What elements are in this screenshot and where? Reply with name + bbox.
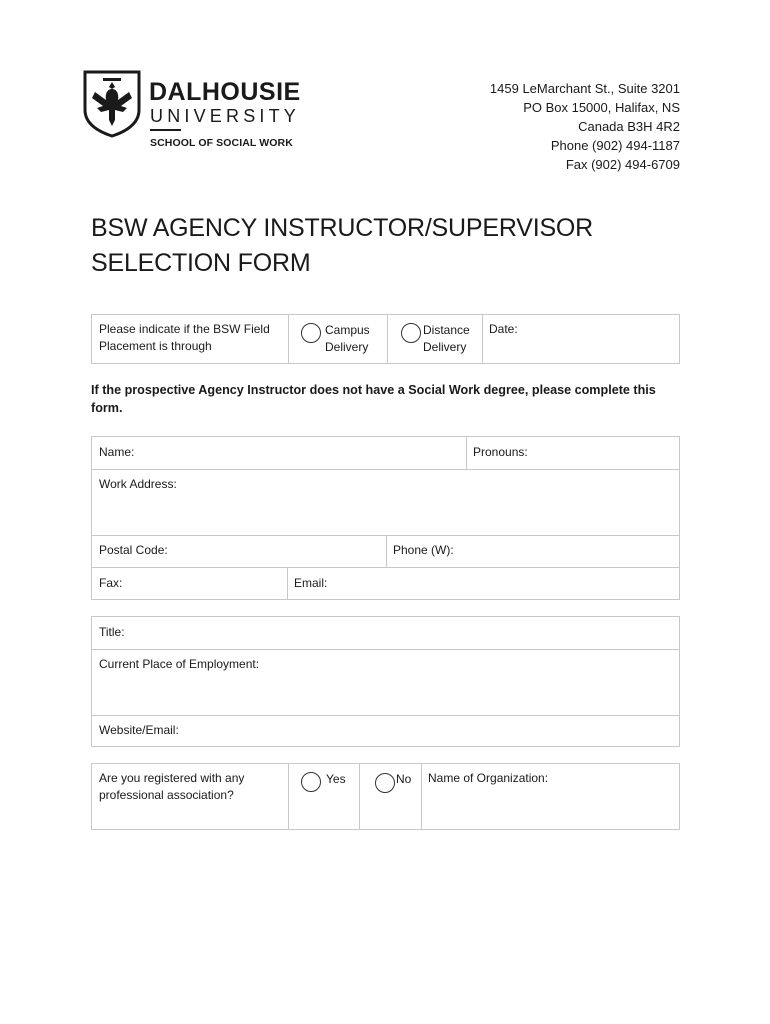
date-field[interactable] (482, 315, 680, 363)
pronouns-label: Pronouns: (473, 445, 528, 459)
postal-code-field[interactable] (92, 536, 386, 567)
name-label: Name: (99, 445, 135, 459)
phone-field[interactable] (386, 536, 679, 567)
organization-name-field[interactable] (421, 764, 679, 829)
dalhousie-logo (83, 70, 323, 150)
fax-line: Fax (902) 494-6709 (565, 157, 680, 172)
email-label: Email: (294, 576, 328, 590)
association-no-label: No (396, 772, 412, 786)
form-title (91, 211, 593, 281)
distance-delivery-label: Distance Delivery (423, 323, 470, 354)
title-field[interactable] (92, 618, 679, 649)
website-email-label: Website/Email: (99, 723, 179, 737)
school-address (490, 79, 680, 174)
address-line: Canada B3H 4R2 (578, 119, 680, 134)
address-line: PO Box 15000, Halifax, NS (523, 100, 680, 115)
placement-question: Please indicate if the BSW Field Placement is through (99, 322, 270, 353)
fax-field[interactable] (92, 569, 287, 599)
title-line: BSW AGENCY INSTRUCTOR/SUPERVISOR (91, 214, 594, 242)
work-address-field[interactable] (92, 470, 679, 535)
association-yes-label: Yes (326, 772, 346, 786)
logo-university: UNIVERSITY (150, 106, 301, 126)
employment-place-field[interactable] (92, 650, 679, 715)
phone-label: Phone (W): (393, 543, 454, 557)
name-field[interactable] (92, 438, 466, 469)
website-email-field[interactable] (92, 716, 679, 746)
employment-table (91, 616, 680, 747)
contact-table (91, 436, 680, 600)
campus-delivery-radio[interactable] (301, 323, 321, 343)
logo-name: DALHOUSIE (149, 78, 301, 106)
phone-line: Phone (902) 494-1187 (550, 138, 680, 153)
placement-table (91, 314, 680, 364)
work-address-label: Work Address: (99, 477, 177, 491)
instruction-note: If the prospective Agency Instructor does not have a Social Work degree, please complete this form. (91, 383, 656, 415)
association-yes-radio[interactable] (301, 772, 321, 792)
address-line: 1459 LeMarchant St., Suite 3201 (489, 81, 680, 96)
employment-place-label: Current Place of Employment: (99, 657, 260, 671)
association-table (91, 763, 680, 830)
fax-label: Fax: (99, 576, 123, 590)
title-label: Title: (99, 625, 125, 639)
date-label: Date: (489, 322, 518, 336)
association-question: Are you registered with any professional association? (99, 771, 245, 802)
association-no-radio[interactable] (375, 773, 395, 793)
shield-crest-icon (83, 70, 141, 138)
distance-delivery-radio[interactable] (401, 323, 421, 343)
pronouns-field[interactable] (466, 438, 680, 469)
title-line: SELECTION FORM (91, 249, 311, 277)
organization-name-label: Name of Organization: (428, 771, 549, 785)
postal-code-label: Postal Code: (99, 543, 168, 557)
campus-delivery-label: Campus Delivery (325, 323, 370, 354)
email-field[interactable] (287, 569, 679, 599)
logo-school: SCHOOL OF SOCIAL WORK (150, 137, 293, 149)
logo-rule (150, 129, 181, 131)
